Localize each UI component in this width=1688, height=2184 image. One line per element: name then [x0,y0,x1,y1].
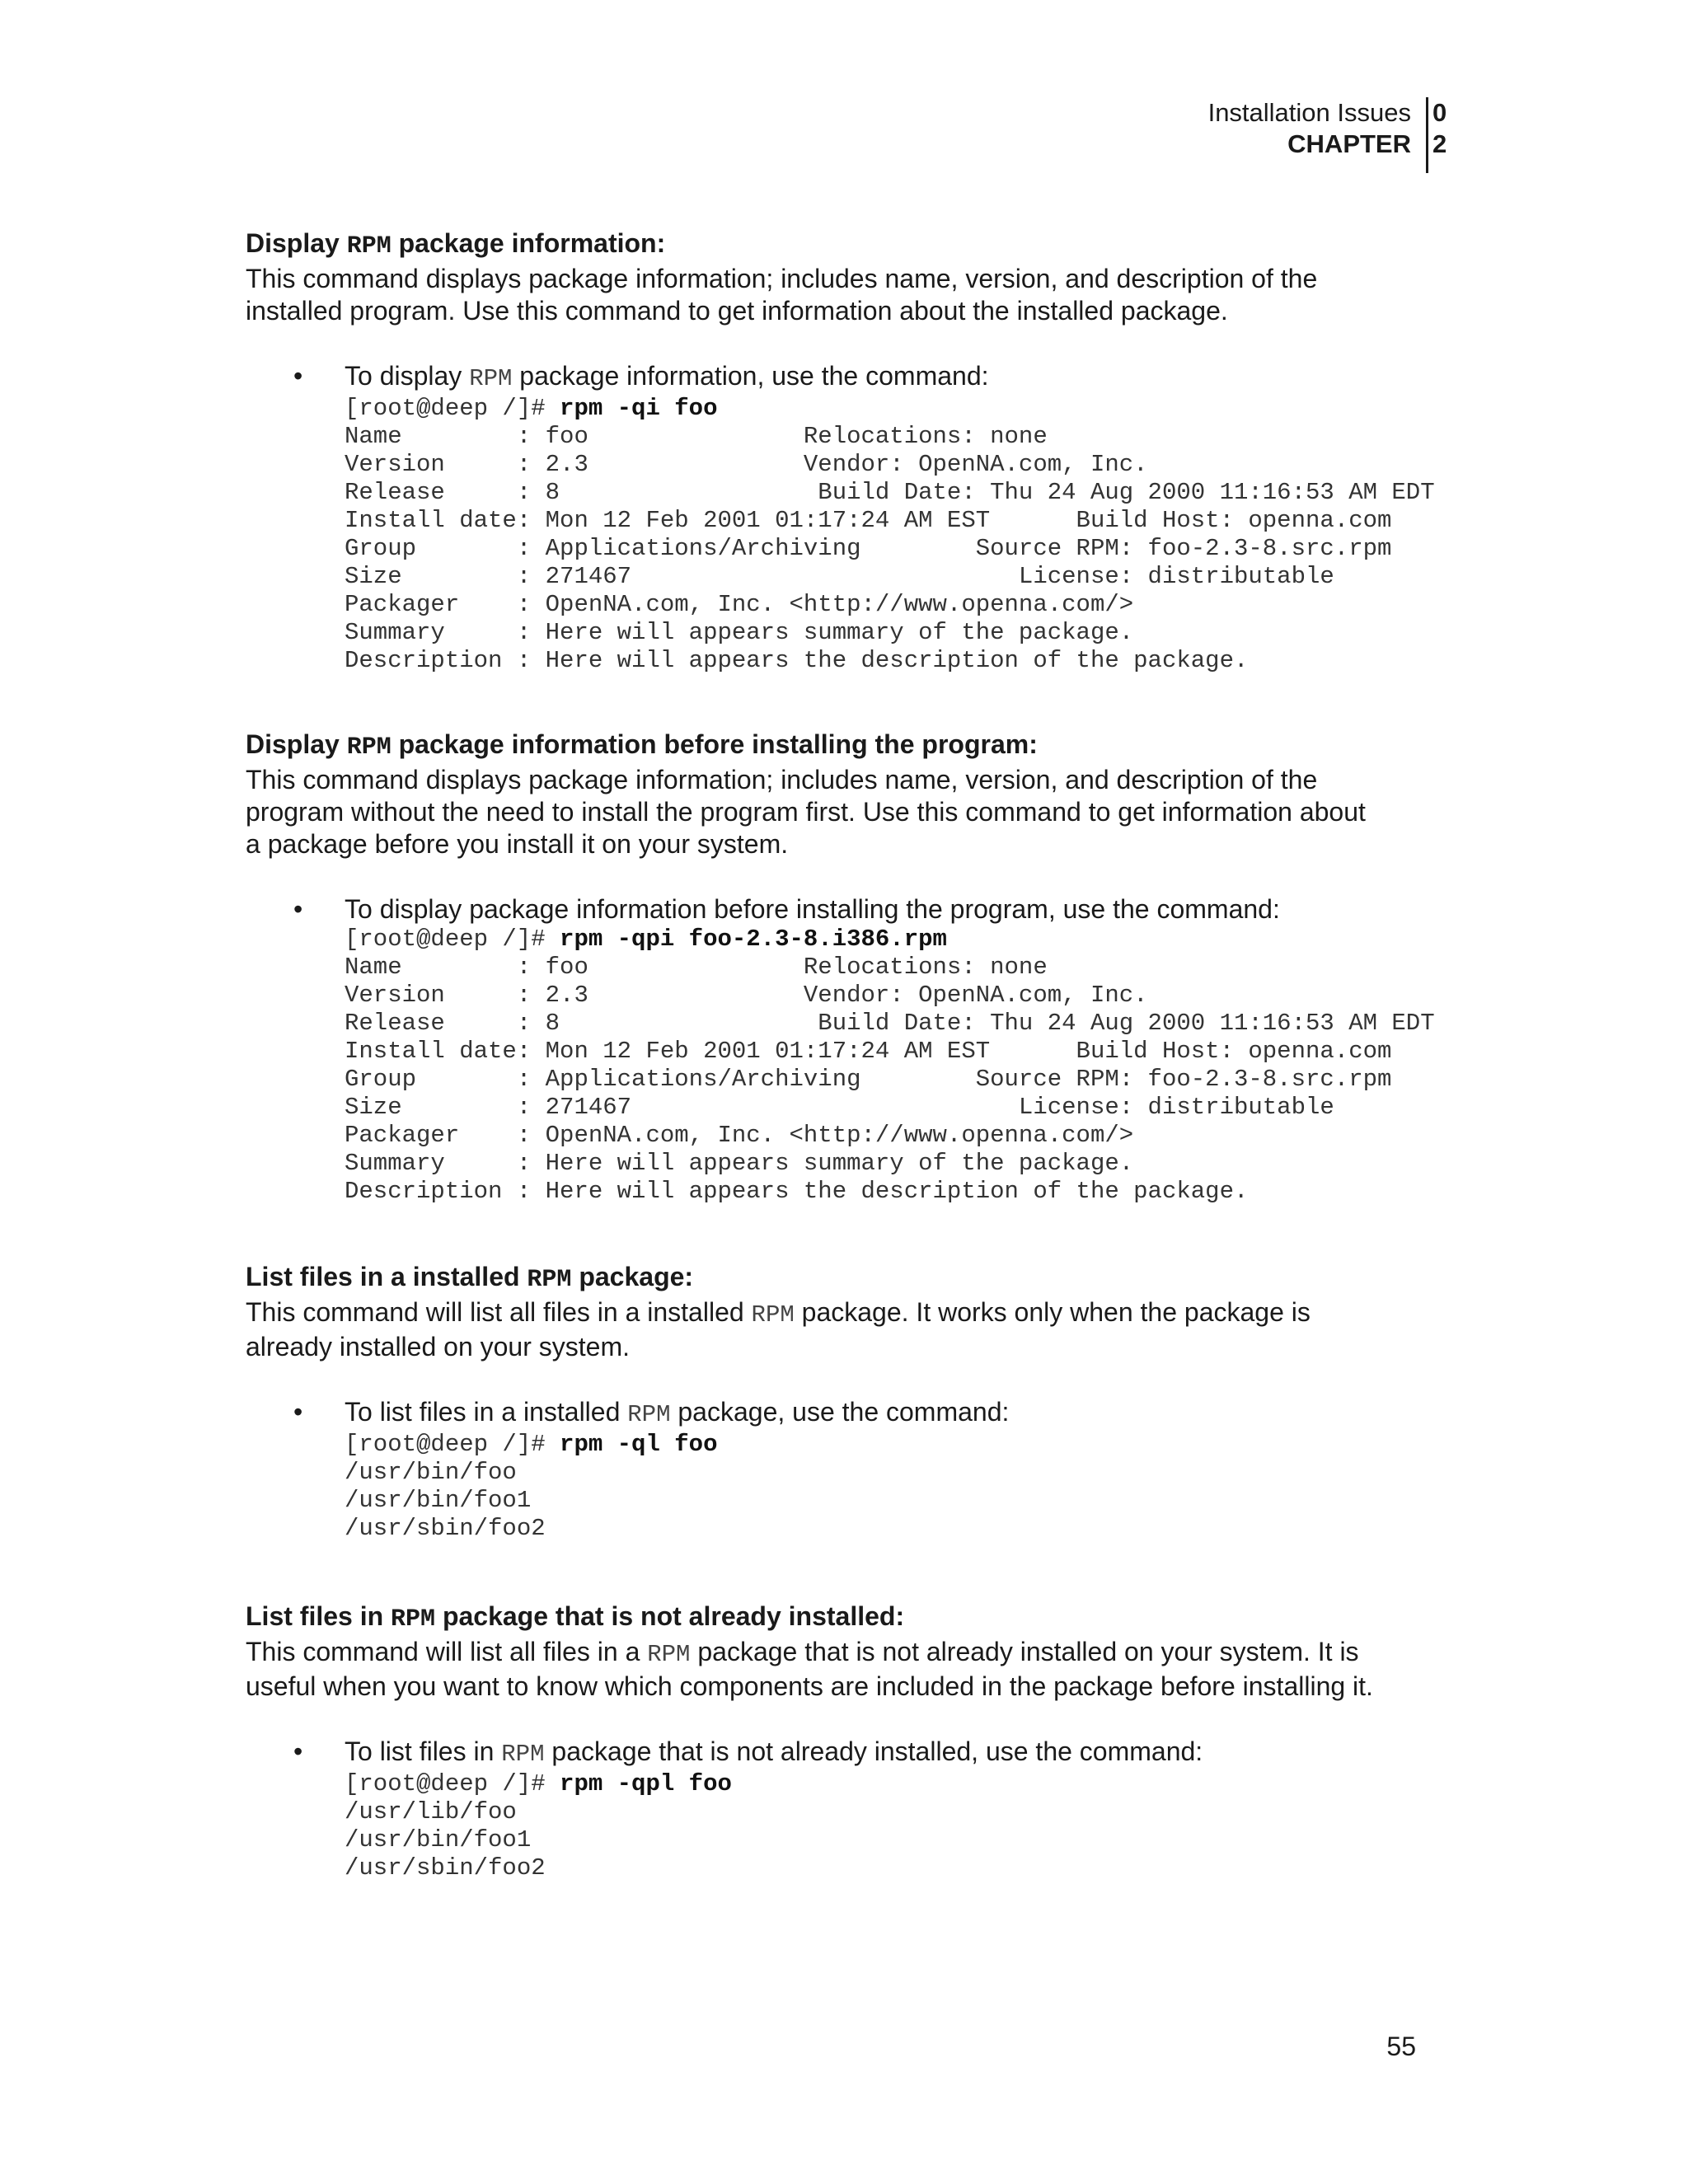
section-paragraph-line: This command will list all files in a RPM package that is not already installed on your system. It is [246,1637,1359,1668]
section-list-uninstalled-files [246,1601,1482,1882]
shell-prompt: [root@deep /]# [345,926,560,953]
section-heading: List files in a installed RPM package: [246,1262,694,1294]
shell-command: rpm -qpl foo [560,1770,732,1797]
chapter-label: CHAPTER [1287,129,1411,158]
section-paragraph-line: already installed on your system. [246,1332,630,1361]
chapter-number-digit-2: 2 [1432,129,1447,158]
bullet-icon: • [293,894,303,924]
header-divider [1426,97,1428,173]
bullet-text: To list files in a installed RPM package, use the command: [345,1397,1010,1428]
shell-command: rpm -qi foo [560,395,718,422]
shell-prompt: [root@deep /]# [345,1431,560,1458]
section-paragraph-line: This command displays package information; includes name, version, and description of the [246,765,1318,794]
section-heading: Display RPM package information before installing the program: [246,729,1038,762]
section-paragraph-line: useful when you want to know which components are included in the package before installing it. [246,1671,1373,1701]
shell-prompt: [root@deep /]# [345,1770,560,1797]
bullet-icon: • [293,1397,303,1427]
command-list-item [246,893,1482,1206]
command-line [345,926,1482,954]
shell-command: rpm -ql foo [560,1431,718,1458]
bullet-text: To display package information before installing the program, use the command: [345,894,1280,924]
shell-command: rpm -qpi foo-2.3-8.i386.rpm [560,926,947,953]
command-list-item [246,1396,1482,1543]
section-list-installed-files [246,1261,1482,1543]
bullet-text: To list files in RPM package that is not already installed, use the command: [345,1736,1203,1768]
section-paragraph-line: This command displays package information; includes name, version, and description of the [246,264,1318,293]
section-heading: Display RPM package information: [246,228,666,260]
command-output: Name : foo Relocations: none Version : 2.3 Vendor: OpenNA.com, Inc. Release : 8 Build Date: Thu 24 Aug 2000 11:16:53 AM EDT Install date: Mon 12 Feb 2001 01:17:24 AM EST Build Host: openna.com Group : Applications/Archiving Source RPM: foo-2.3-8.src.rpm Size : 271467 License: distributable Packager : OpenNA.com, Inc. <http://www.openna.com/> Summary : Here will appears summary of the package. Description : Here will appears the description of the package. [345,423,1435,674]
page-number: 55 [1386,2032,1416,2061]
bullet-icon: • [293,1736,303,1766]
command-output: /usr/lib/foo /usr/bin/foo1 /usr/sbin/foo2 [345,1798,546,1882]
command-output: Name : foo Relocations: none Version : 2.3 Vendor: OpenNA.com, Inc. Release : 8 Build Date: Thu 24 Aug 2000 11:16:53 AM EDT Install date: Mon 12 Feb 2001 01:17:24 AM EST Build Host: openna.com Group : Applications/Archiving Source RPM: foo-2.3-8.src.rpm Size : 271467 License: distributable Packager : OpenNA.com, Inc. <http://www.openna.com/> Summary : Here will appears summary of the package. Description : Here will appears the description of the package. [345,954,1435,1205]
shell-prompt: [root@deep /]# [345,395,560,422]
command-list-item [246,1736,1482,1882]
bullet-icon: • [293,361,303,391]
section-heading: List files in RPM package that is not already installed: [246,1601,905,1633]
command-line [345,395,1482,423]
section-paragraph-line: installed program. Use this command to get information about the installed package. [246,296,1228,326]
bullet-text: To display RPM package information, use the command: [345,361,989,392]
command-line [345,1431,1482,1459]
section-display-rpm-info [246,227,1482,675]
chapter-number-digit-1: 0 [1432,98,1447,127]
command-output: /usr/bin/foo /usr/bin/foo1 /usr/sbin/foo2 [345,1459,546,1542]
section-paragraph-line: a package before you install it on your system. [246,829,789,859]
section-paragraph-line: This command will list all files in a installed RPM package. It works only when the package is [246,1297,1311,1329]
section-display-rpm-info-before-install [246,729,1482,1206]
section-paragraph-line: program without the need to install the program first. Use this command to get information about [246,797,1366,827]
command-list-item [246,360,1482,675]
chapter-title: Installation Issues [1207,98,1411,127]
command-line [345,1770,1482,1798]
